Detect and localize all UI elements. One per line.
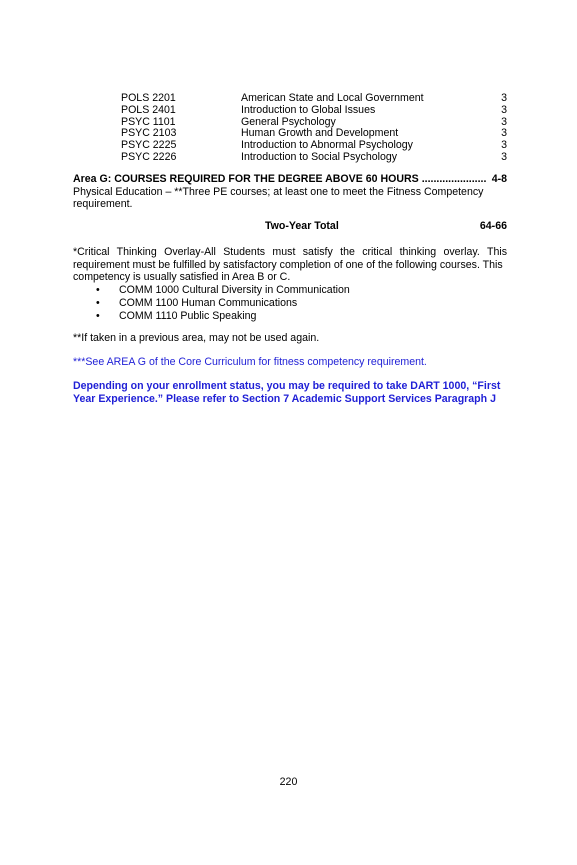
- total-label: Two-Year Total: [265, 220, 339, 232]
- enrollment-note-line-2: Year Experience.” Please refer to Section 7 Academic Support Services Paragraph J: [73, 392, 496, 405]
- course-credits: 3: [501, 115, 507, 128]
- course-code: PSYC 2225: [121, 139, 177, 152]
- course-code: PSYC 1101: [121, 115, 176, 128]
- course-code: POLS 2201: [121, 92, 176, 104]
- area-g-hours: 4-8: [491, 173, 507, 185]
- course-title: Introduction to Abnormal Psychology: [241, 139, 413, 152]
- bullet-icon: •: [96, 296, 100, 309]
- enrollment-note: [73, 380, 513, 405]
- course-title: Introduction to Global Issues: [241, 103, 376, 116]
- list-item-text: COMM 1000 Cultural Diversity in Communication: [119, 283, 350, 296]
- course-credits: 3: [501, 103, 507, 116]
- bullet-icon: •: [96, 309, 100, 322]
- area-g-fitness-note: ***See AREA G of the Core Curriculum for fitness competency requirement.: [73, 356, 427, 368]
- critical-thinking-course-list: [73, 284, 507, 323]
- critical-thinking-text: *Critical Thinking Overlay-All Students must satisfy the critical thinking overlay. This requirement must be fulfilled by satisfactory completion of one of the following courses. This: [73, 246, 507, 271]
- area-g-description: Physical Education – **Three PE courses; at least one to meet the Fitness Competency requirement.: [73, 185, 484, 211]
- list-item: [73, 310, 507, 323]
- course-row: [121, 151, 507, 163]
- list-item: [73, 284, 507, 297]
- list-item: [73, 297, 507, 310]
- total-value: 64-66: [479, 220, 507, 232]
- course-table: [121, 92, 507, 163]
- two-year-total: [73, 220, 507, 233]
- enrollment-note-line-1: Depending on your enrollment status, you may be required to take DART 1000, “First: [73, 380, 501, 392]
- course-title: Introduction to Social Psychology: [241, 150, 398, 163]
- course-code: PSYC 2103: [121, 127, 177, 140]
- critical-thinking-text-last: competency is usually satisfied in Area B or C.: [73, 271, 291, 284]
- course-title: American State and Local Government: [241, 92, 424, 104]
- course-code: PSYC 2226: [121, 150, 177, 163]
- course-row: [121, 104, 507, 116]
- course-credits: 3: [501, 139, 507, 152]
- list-item-text: COMM 1110 Public Speaking: [119, 309, 257, 322]
- list-item-text: COMM 1100 Human Communications: [119, 296, 298, 309]
- critical-thinking-section: [73, 246, 507, 323]
- course-row: [121, 127, 507, 139]
- page-number: 220: [279, 776, 298, 788]
- area-g-section: [73, 173, 507, 211]
- area-g-heading: [73, 173, 507, 186]
- course-row: [121, 139, 507, 151]
- area-g-leader: ......................: [421, 173, 487, 185]
- course-credits: 3: [501, 127, 507, 140]
- course-title: Human Growth and Development: [241, 127, 399, 140]
- course-title: General Psychology: [241, 115, 336, 128]
- course-credits: 3: [501, 92, 507, 104]
- bullet-icon: •: [96, 283, 100, 296]
- course-code: POLS 2401: [121, 103, 176, 116]
- previous-area-note: **If taken in a previous area, may not be used again.: [73, 332, 320, 344]
- course-credits: 3: [501, 150, 507, 163]
- area-g-heading-text: Area G: COURSES REQUIRED FOR THE DEGREE ABOVE 60 HOURS: [73, 173, 419, 185]
- course-row: [121, 116, 507, 128]
- course-row: [121, 92, 507, 104]
